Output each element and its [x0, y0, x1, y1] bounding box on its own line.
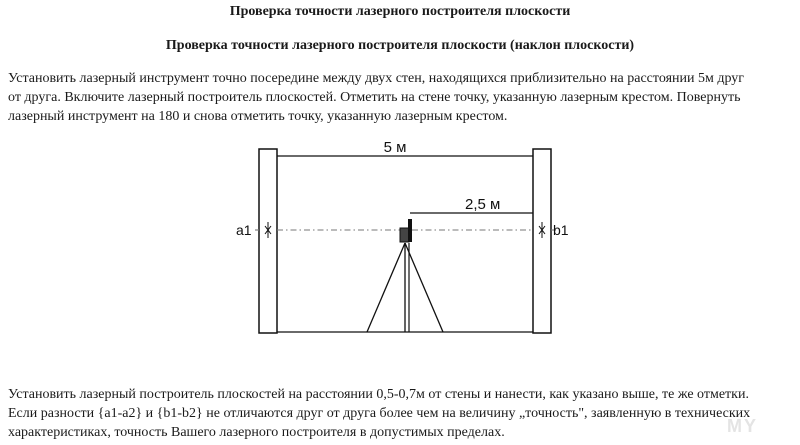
page-title: Проверка точности лазерного построителя плоскости: [229, 4, 571, 19]
closing-line-3: характеристиках, точность Вашего лазерного построителя в допустимых пределах.: [8, 425, 505, 440]
intro-line-3: лазерный инструмент на 180 и снова отметить точку, указанную лазерным крестом.: [8, 109, 508, 124]
intro-line-1: Установить лазерный инструмент точно посередине между двух стен, находящихся приблизительно на расстоянии 5м друг: [8, 71, 745, 86]
watermark: MY: [727, 416, 758, 436]
half-distance-label: 2,5 м: [465, 196, 501, 213]
laser-head-icon: [400, 228, 409, 242]
left-wall: [259, 149, 277, 333]
closing-line-2: Если разности {a1-a2} и {b1-b2} не отличаются друг от друга более чем на величину „точность", заявленную в технических: [8, 406, 751, 421]
right-mark-label: b1: [553, 222, 569, 238]
right-wall: [533, 149, 551, 333]
section-title: Проверка точности лазерного построителя плоскости (наклон плоскости): [165, 38, 635, 53]
tripod-leg-right: [405, 243, 443, 332]
tripod-leg-left: [367, 243, 405, 332]
right-mark-icon: [539, 222, 545, 238]
intro-line-2: от друга. Включите лазерный построитель плоскостей. Отметить на стене точку, указанную лазерным крестом. Повернуть: [8, 90, 741, 105]
closing-line-1: Установить лазерный построитель плоскостей на расстоянии 0,5-0,7м от стены и нанести, как указано выше, те же отметки.: [8, 387, 749, 402]
total-distance-label: 5 м: [383, 139, 407, 156]
left-mark-icon: [265, 222, 271, 238]
closing-paragraph: [8, 385, 794, 442]
left-mark-label: a1: [236, 222, 252, 238]
laser-emitter: [408, 219, 412, 242]
